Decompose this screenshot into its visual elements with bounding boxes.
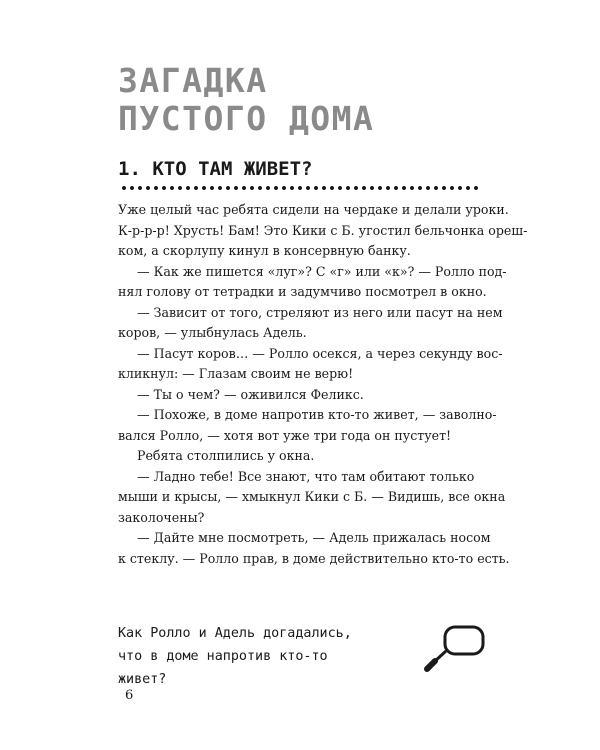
chapter-title-line-2: ПУСТОГО ДОМА: [118, 99, 375, 138]
paragraph-line: Уже целый час ребята сидели на чердаке и делали уроки.: [118, 202, 509, 217]
paragraph-line: К-р-р-р! Хрусть! Бам! Это Кики с Б. угостил бельчонка ореш-: [118, 222, 528, 238]
paragraph-line: заколочены?: [118, 509, 205, 525]
paragraph-line: кликнул: — Глазам своим не верю!: [118, 366, 354, 381]
paragraph-line: нял голову от тетрадки и задумчиво посмотрел в окно.: [118, 284, 487, 299]
paragraph-line: вался Ролло, — хотя вот уже три года он пустует!: [118, 427, 452, 443]
section-heading: 1. КТО ТАМ ЖИВЕТ?: [118, 158, 313, 180]
question-line: живет?: [118, 672, 167, 687]
reader-question: [118, 622, 352, 691]
story-text: [118, 200, 528, 569]
magnifier-icon: [424, 624, 486, 672]
page-number: 6: [125, 688, 134, 703]
paragraph-line: — Зависит от того, стреляют из него или пасут на нем: [137, 304, 503, 320]
paragraph-line: — Как же пишется «луг»? С «г» или «к»? — Ролло под-: [137, 263, 507, 279]
paragraph-line: к стеклу. — Ролло прав, в доме действительно кто-то есть.: [118, 550, 510, 566]
paragraph-line: — Пасут коров… — Ролло осекся, а через секунду вос-: [137, 345, 503, 361]
top-bleed-strip: [0, 0, 600, 16]
chapter-title-line-1: ЗАГАДКА: [118, 61, 268, 100]
paragraph-line: Ребята столпились у окна.: [137, 448, 315, 463]
paragraph-line: — Похоже, в доме напротив кто-то живет, — заволно-: [137, 407, 497, 422]
dotted-divider: [120, 185, 482, 191]
paragraph-line: коров, — улыбнулась Адель.: [118, 325, 307, 340]
paragraph-line: — Ты о чем? — оживился Феликс.: [137, 386, 364, 402]
question-line: Как Ролло и Адель догадались,: [118, 626, 352, 641]
paragraph-line: ком, а скорлупу кинул в консервную банку.: [118, 243, 411, 258]
chapter-title: [118, 62, 374, 138]
question-line: что в доме напротив кто-то: [118, 649, 328, 664]
paragraph-line: мыши и крысы, — хмыкнул Кики с Б. — Видишь, все окна: [118, 489, 506, 504]
paragraph-line: — Дайте мне посмотреть, — Адель прижалась носом: [137, 530, 491, 545]
paragraph-line: — Ладно тебе! Все знают, что там обитают только: [137, 468, 475, 484]
